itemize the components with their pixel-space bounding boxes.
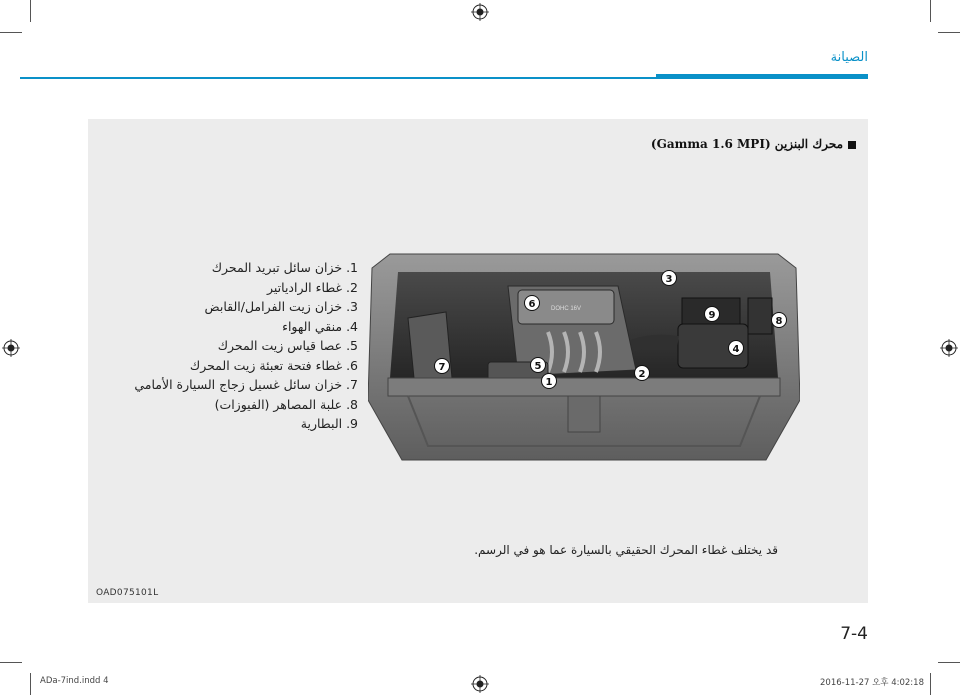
svg-text:6: 6 [528,299,536,310]
figure-heading-text: محرك البنزين (Gamma 1.6 MPI) [650,137,843,151]
callout-4 [729,341,744,356]
legend-item: 2. غطاء الرادياتير [266,279,358,295]
legend-item: 6. غطاء فتحة تعبئة زيت المحرك [189,357,358,373]
callout-9 [705,307,720,322]
footer-timestamp: 2016-11-27 오후 4:02:18 [820,678,924,688]
callout-3 [662,271,677,286]
legend-item: 8. علبة المصاهر (الفيوزات) [214,396,358,412]
bullet-square-icon [848,141,856,149]
trim-mark [930,0,931,22]
svg-text:9: 9 [708,310,716,321]
svg-text:5: 5 [534,361,542,372]
svg-text:1: 1 [545,377,553,388]
callout-2 [635,366,650,381]
callout-1 [542,374,557,389]
trim-mark [30,673,31,695]
svg-text:2: 2 [638,369,646,380]
legend-item: 3. خزان زيت الفرامل/القابض [204,299,358,314]
trim-mark [30,0,31,22]
page-number: 7-4 [840,624,868,644]
legend-item: 1. خزان سائل تبريد المحرك [211,260,358,275]
trim-mark [0,32,22,33]
legend-item: 5. عصا قياس زيت المحرك [217,338,358,353]
engine-bay-illustration [368,250,800,472]
figure-note: قد يختلف غطاء المحرك الحقيقي بالسيارة عما هو في الرسم. [474,543,778,557]
section-title: الصيانة [830,50,868,65]
trim-mark [938,662,960,663]
legend-list [108,258,358,434]
legend-item: 7. خزان سائل غسيل زجاج السيارة الأمامي [134,377,358,392]
svg-text:7: 7 [438,362,446,373]
svg-text:8: 8 [775,316,783,327]
callout-5 [531,358,546,373]
figure-heading [651,137,856,151]
trim-mark [938,32,960,33]
registration-mark-icon [2,339,20,357]
registration-mark-icon [471,675,489,693]
legend-item: 9. البطارية [300,416,358,431]
callout-8 [772,313,787,328]
trim-mark [0,662,22,663]
engine-label: DOHC 16V [550,306,582,312]
footer-filename: ADa-7ind.indd 4 [40,676,109,686]
svg-text:3: 3 [665,274,673,285]
registration-mark-icon [940,339,958,357]
callout-6 [525,296,540,311]
figure-code: OAD075101L [96,588,159,598]
header-rule-accent [656,74,868,79]
registration-mark-icon [471,3,489,21]
trim-mark [930,673,931,695]
legend-item: 4. منقي الهواء [282,318,358,334]
callout-7 [435,359,450,374]
svg-text:4: 4 [732,344,740,355]
